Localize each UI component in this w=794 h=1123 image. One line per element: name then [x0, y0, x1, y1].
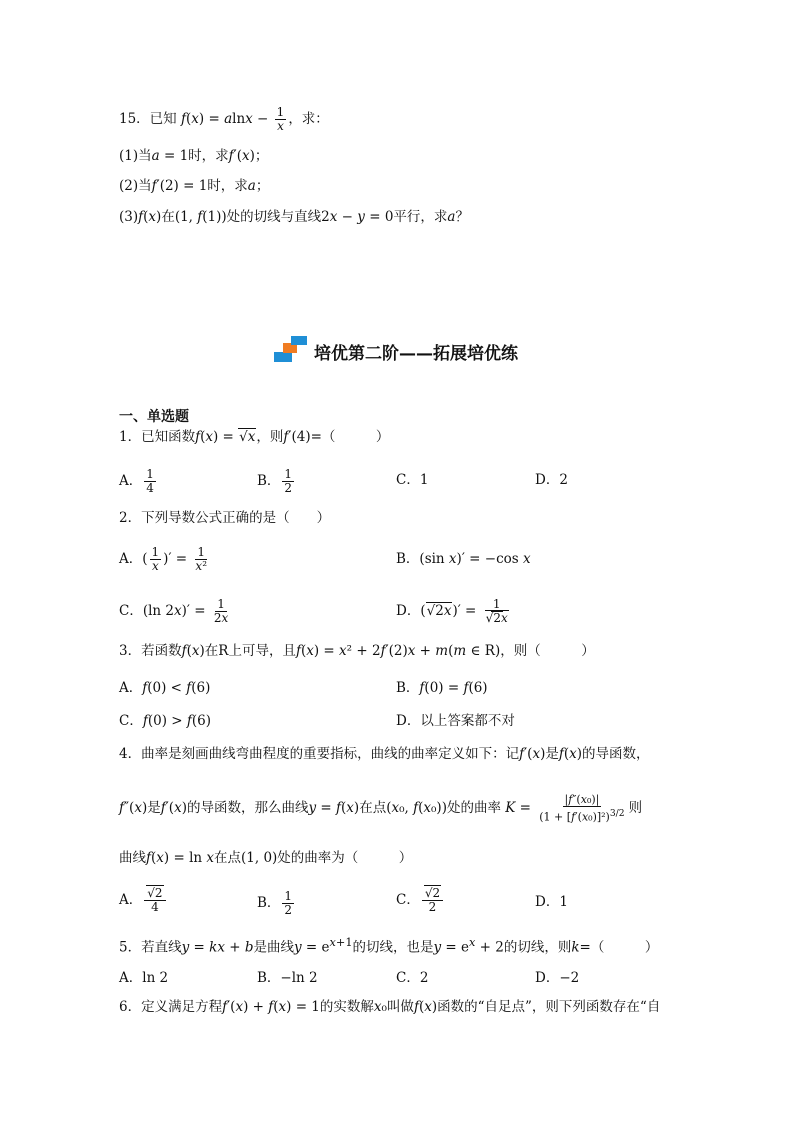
q1-stem: 1．已知函数f(x) = √x，则f′(4)=（ ）: [119, 429, 390, 445]
q3-option-b[interactable]: B．f(0) = f(6): [396, 680, 488, 696]
q4-option-d[interactable]: D．1: [535, 894, 568, 910]
q2-option-b[interactable]: B．(sin x)′ = −cos x: [396, 551, 531, 567]
q5-option-a[interactable]: A．ln 2: [119, 970, 169, 986]
q2-option-a[interactable]: A．( $\frac{1}{x}$ )′ = $\frac{1}{\text{x²}}$: [119, 545, 207, 573]
q3-stem: 3．若函数f(x)在R上可导，且f(x) = x² + 2f′(2)x + m(m ∈ R)，则（ ）: [119, 643, 595, 659]
q5-option-b[interactable]: B．−ln 2: [257, 970, 318, 986]
section-title: 培优第二阶——拓展培优练: [314, 343, 518, 364]
q4-stem-line2: f″(x)是f′(x)的导函数，那么曲线y = f(x)在点(x₀, f(x₀))处的曲率 K = $\frac{\text{|f″(x₀)|}}{(1 + [f'(x_0)]^2)^{3/2}}$ 则: [119, 793, 643, 824]
q5-stem: 5．若直线y = kx + b是曲线$y = e^{x+1}$的切线，也是$y = e^x + 2$的切线，则k=（ ）: [119, 936, 659, 956]
q1-option-b[interactable]: B． $\frac{1}{2}$: [257, 467, 293, 495]
q1-option-d[interactable]: D．2: [535, 472, 568, 488]
q4-stem-line3: 曲线f(x) = ln x在点(1, 0)处的曲率为（ ）: [119, 850, 413, 866]
q4-option-c[interactable]: C． $\frac{√2}{2}$: [396, 887, 445, 914]
q1-option-c[interactable]: C．1: [396, 472, 429, 488]
q2-option-c[interactable]: C．(ln 2x)′ = $\frac{1}{2x}$: [119, 597, 229, 625]
q4-option-b[interactable]: B． $\frac{1}{2}$: [257, 889, 293, 917]
blocks-logo-icon: [274, 336, 308, 366]
q6-stem: 6．定义满足方程f′(x) + f(x) = 1的实数解x₀叫做f(x)函数的“自足点”，则下列函数存在“自: [119, 999, 661, 1015]
q5-option-c[interactable]: C．2: [396, 970, 429, 986]
q2-option-d[interactable]: D．(√2x)′ = $\frac{1}{√2x}$: [396, 597, 508, 625]
q15-part3: (3)f(x)在(1, f(1))处的切线与直线2x − y = 0平行，求a？: [119, 209, 469, 225]
q2-stem: 2．下列导数公式正确的是（ ）: [119, 510, 331, 526]
q15-line: 15．已知 f(x) = alnx − $\frac{1}{x}$ ，求：: [119, 105, 329, 133]
section-label: 一、单选题: [119, 409, 189, 425]
q15-part2: (2)当f′(2) = 1时，求a；: [119, 178, 270, 194]
q3-option-d[interactable]: D．以上答案都不对: [396, 713, 515, 729]
q15-part1: (1)当a = 1时，求f′(x)；: [119, 148, 269, 164]
q4-option-a[interactable]: A． $\frac{√2}{4}$: [119, 887, 168, 914]
section-banner: [274, 336, 518, 366]
q3-option-a[interactable]: A．f(0) < f(6): [119, 680, 211, 696]
q3-option-c[interactable]: C．f(0) > f(6): [119, 713, 211, 729]
q1-option-a[interactable]: A． $\frac{1}{4}$: [119, 467, 154, 495]
q5-option-d[interactable]: D．−2: [535, 970, 580, 986]
q4-stem-line1: 4．曲率是刻画曲线弯曲程度的重要指标，曲线的曲率定义如下：记f′(x)是f(x)的导函数，: [119, 746, 650, 762]
